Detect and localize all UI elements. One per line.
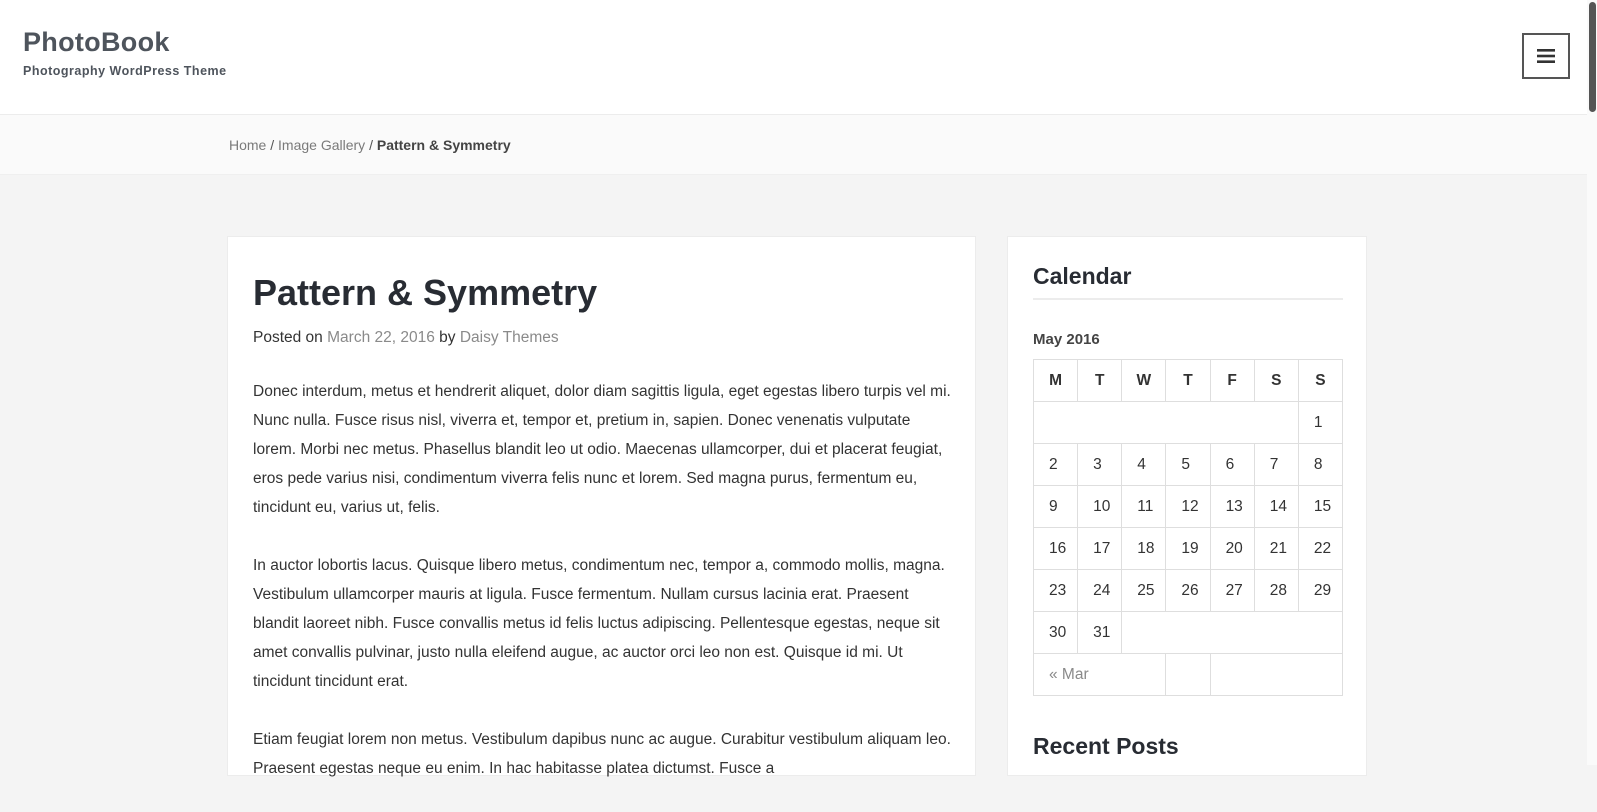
weekday-header: F	[1210, 360, 1254, 402]
calendar-week-row	[1034, 570, 1343, 612]
calendar-day: 24	[1078, 570, 1122, 612]
site-title[interactable]: PhotoBook	[23, 27, 170, 57]
calendar-week-row	[1034, 486, 1343, 528]
calendar-day: 1	[1298, 402, 1342, 444]
breadcrumb-separator: /	[369, 137, 373, 153]
recent-posts-widget-title: Recent Posts	[1033, 733, 1179, 759]
calendar-day: 25	[1122, 570, 1166, 612]
calendar-day: 13	[1210, 486, 1254, 528]
scrollbar-thumb[interactable]	[1589, 2, 1596, 112]
calendar-day: 16	[1034, 528, 1078, 570]
post-author-link[interactable]: Daisy Themes	[459, 329, 559, 346]
posted-on-label: Posted on	[253, 329, 323, 346]
calendar-day: 12	[1166, 486, 1210, 528]
breadcrumb-bar	[0, 115, 1587, 175]
calendar-prev-month-link[interactable]: « Mar	[1034, 654, 1166, 696]
calendar-day: 23	[1034, 570, 1078, 612]
calendar-weekday-row	[1034, 360, 1343, 402]
post-title: Pattern & Symmetry	[253, 272, 598, 313]
calendar-week-row	[1034, 612, 1343, 654]
calendar-day: 11	[1122, 486, 1166, 528]
calendar-day: 26	[1166, 570, 1210, 612]
calendar-day: 15	[1298, 486, 1342, 528]
breadcrumb	[229, 137, 511, 153]
calendar-day: 21	[1254, 528, 1298, 570]
calendar-day: 2	[1034, 444, 1078, 486]
menu-toggle-button[interactable]	[1522, 33, 1570, 79]
calendar-day: 20	[1210, 528, 1254, 570]
page-scrollbar[interactable]	[1587, 0, 1597, 765]
weekday-header: S	[1254, 360, 1298, 402]
calendar-day: 28	[1254, 570, 1298, 612]
calendar-day: 29	[1298, 570, 1342, 612]
calendar-day: 19	[1166, 528, 1210, 570]
site-header	[0, 0, 1597, 115]
calendar-empty-cell	[1034, 402, 1299, 444]
post-article	[227, 236, 976, 776]
calendar-day: 5	[1166, 444, 1210, 486]
post-paragraph: Etiam feugiat lorem non metus. Vestibulum dapibus nunc ac augue. Curabitur vestibulum aliquam leo. Praesent egestas neque eu enim. In hac habitasse platea dictumst. Fusce a	[253, 731, 951, 777]
calendar-empty-cell	[1122, 612, 1343, 654]
calendar-widget-title: Calendar	[1033, 263, 1343, 300]
calendar-week-row	[1034, 402, 1343, 444]
by-label: by	[439, 329, 456, 346]
calendar-day: 31	[1078, 612, 1122, 654]
calendar-day: 8	[1298, 444, 1342, 486]
site-description: Photography WordPress Theme	[23, 64, 227, 78]
calendar-day: 17	[1078, 528, 1122, 570]
calendar-day: 4	[1122, 444, 1166, 486]
calendar-nav-row	[1034, 654, 1343, 696]
calendar-caption: May 2016	[1033, 331, 1100, 348]
calendar-day: 22	[1298, 528, 1342, 570]
calendar-day: 7	[1254, 444, 1298, 486]
calendar-day: 10	[1078, 486, 1122, 528]
calendar-table	[1033, 359, 1343, 696]
calendar-day: 14	[1254, 486, 1298, 528]
hamburger-menu-icon	[1537, 48, 1555, 64]
calendar-nav-pad	[1166, 654, 1210, 696]
post-paragraph: Donec interdum, metus et hendrerit aliquet, dolor diam sagittis ligula, eget egestas libero turpis vel mi. Nunc nulla. Fusce risus nisl, viverra et, tempor et, pretium in, sapien. Donec venenatis vulputate lorem. Morbi nec metus. Phasellus blandit leo ut odio. Maecenas ullamcorper, dui et placerat feugiat, eros pede varius nisi, condimentum viverra felis nunc et lorem. Sed magna purus, fermentum eu, tincidunt eu, varius ut, felis.	[253, 383, 951, 516]
breadcrumb-home-link[interactable]: Home	[229, 137, 267, 153]
post-meta	[253, 329, 559, 347]
breadcrumb-gallery-link[interactable]: Image Gallery	[278, 137, 366, 153]
calendar-day: 30	[1034, 612, 1078, 654]
weekday-header: M	[1034, 360, 1078, 402]
weekday-header: S	[1298, 360, 1342, 402]
calendar-day: 9	[1034, 486, 1078, 528]
calendar-day: 27	[1210, 570, 1254, 612]
calendar-day: 3	[1078, 444, 1122, 486]
breadcrumb-separator: /	[270, 137, 275, 153]
weekday-header: T	[1078, 360, 1122, 402]
calendar-next-month-cell	[1210, 654, 1342, 696]
post-content	[253, 377, 953, 812]
calendar-week-row	[1034, 528, 1343, 570]
breadcrumb-current: Pattern & Symmetry	[376, 137, 511, 153]
calendar-day: 18	[1122, 528, 1166, 570]
post-date-link[interactable]: March 22, 2016	[327, 329, 435, 346]
post-paragraph: In auctor lobortis lacus. Quisque libero metus, condimentum nec, tempor a, commodo mollis, magna. Vestibulum ullamcorper mauris at ligula. Fusce fermentum. Nullam cursus lacinia erat. Praesent blandit laoreet nibh. Fusce convallis metus id felis luctus adipiscing. Pellentesque egestas, neque sit amet convallis pulvinar, justo nulla eleifend augue, ac auctor orci leo non est. Quisque id mi. Ut tincidunt tincidunt erat.	[253, 557, 945, 690]
weekday-header: T	[1166, 360, 1210, 402]
calendar-day: 6	[1210, 444, 1254, 486]
weekday-header: W	[1122, 360, 1166, 402]
calendar-week-row	[1034, 444, 1343, 486]
sidebar	[1007, 236, 1367, 776]
